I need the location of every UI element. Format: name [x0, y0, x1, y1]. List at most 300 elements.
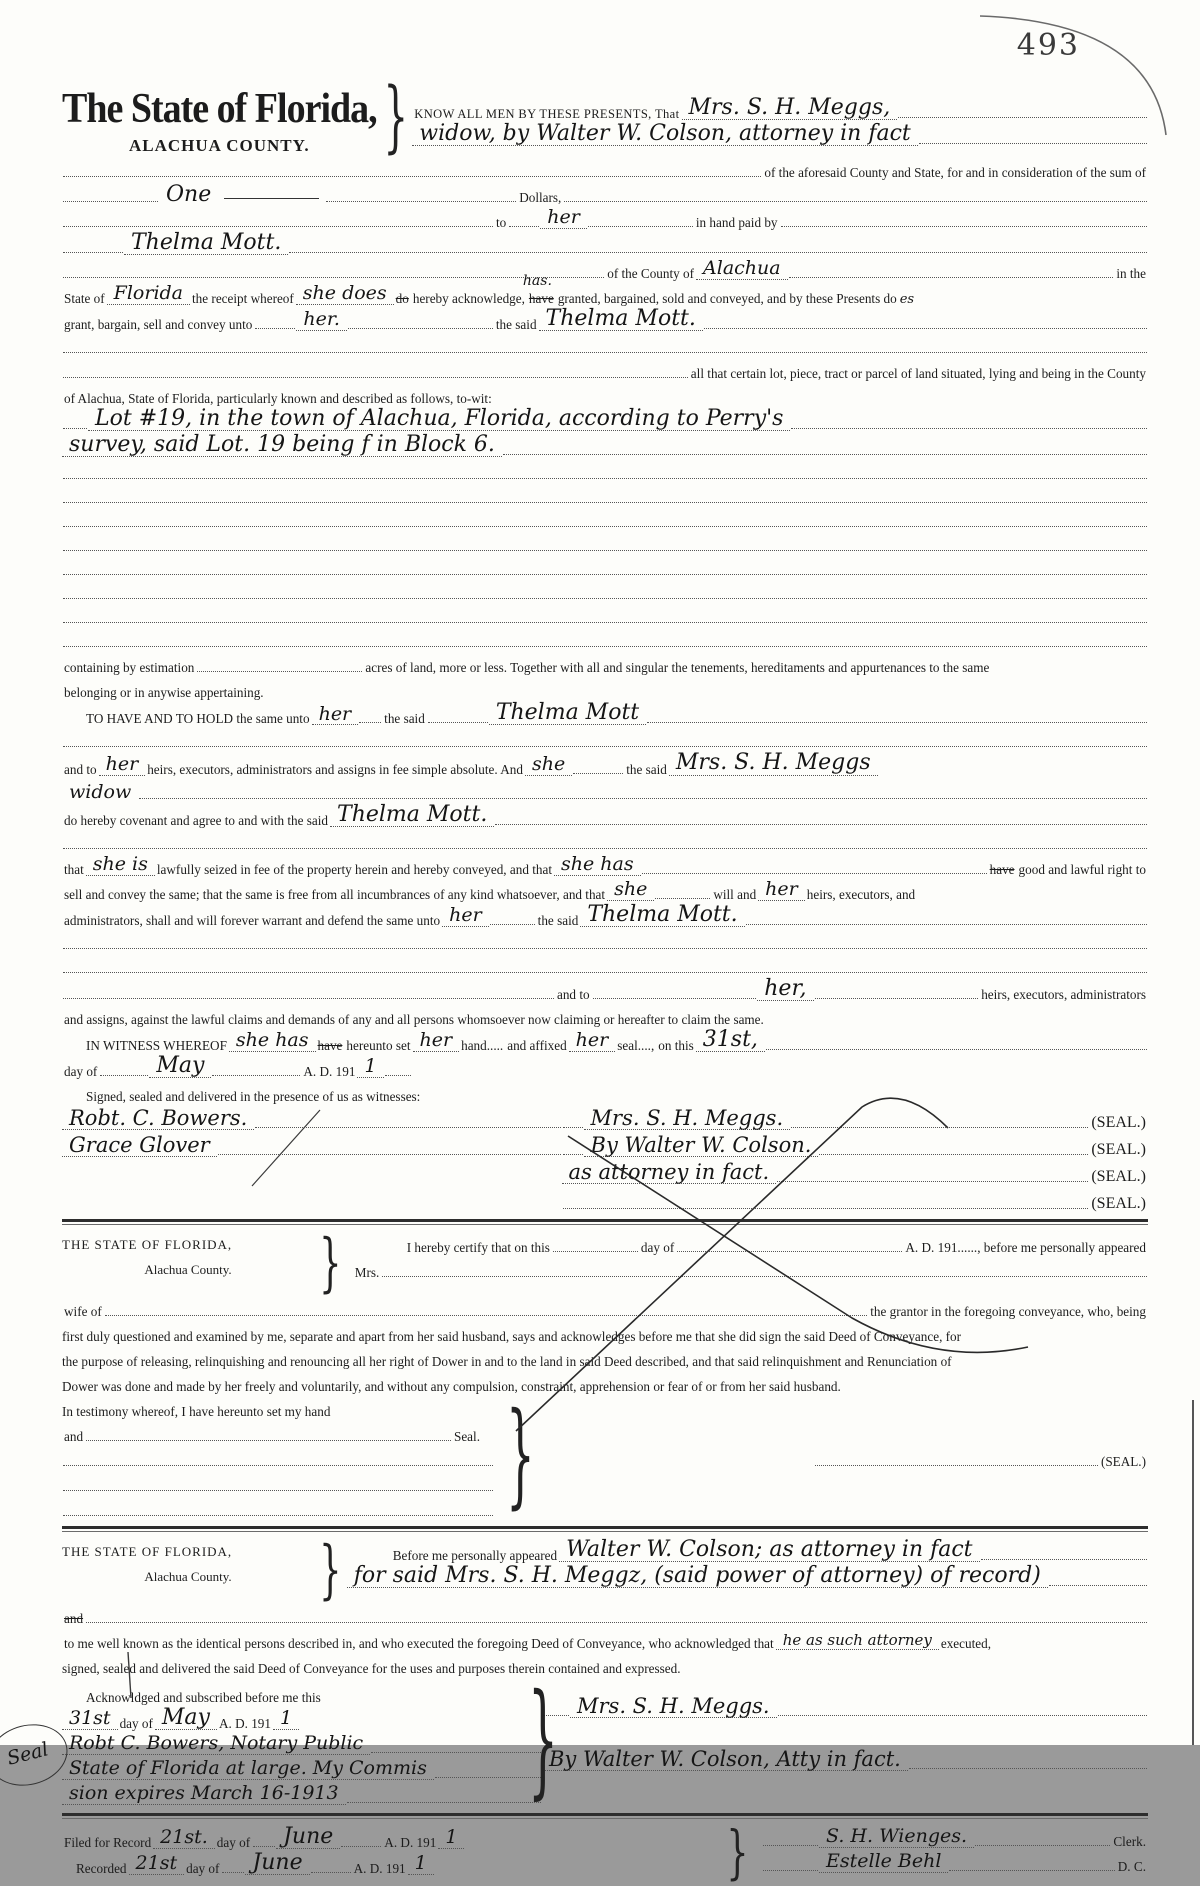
her-handwritten: her — [442, 906, 489, 927]
testimony-line: In testimony whereof, I have hereunto set my hand — [62, 1404, 331, 1420]
know-all-label: KNOW ALL MEN BY THESE PRESENTS, That — [414, 107, 680, 122]
notary-name-handwritten: Robt C. Bowers, Notary Public — [62, 1734, 370, 1755]
heirs-line — [62, 751, 1148, 777]
that-label: that — [64, 861, 84, 877]
dotted-line — [981, 1558, 1147, 1560]
grantor-text: the grantor in the foregoing conveyance, who, being — [870, 1304, 1146, 1320]
unto-handwritten: her — [312, 705, 359, 726]
all-that-line — [62, 357, 1148, 382]
blank-line — [62, 829, 1148, 853]
blank-line — [62, 929, 1148, 953]
dotted-line — [563, 1207, 1089, 1209]
to-have-label: TO HAVE AND TO HOLD the same unto — [86, 711, 310, 727]
dotted-line — [909, 1767, 1147, 1769]
day-number-handwritten: 31st, — [696, 1028, 765, 1052]
dotted-line — [326, 200, 516, 202]
grantor-signature-2 — [562, 1132, 1148, 1159]
dotted-line — [766, 1048, 1147, 1050]
have-struck-word: have — [528, 291, 554, 307]
dower-paragraph-1: first duly questioned and examined by me, separate and apart from her said husband, says and acknowledges before me that she did sign the said Deed of Conveyance, for — [62, 1329, 962, 1345]
dotted-line — [255, 327, 295, 329]
day-of-label: day of — [119, 1716, 153, 1732]
filing-block — [62, 1818, 1148, 1886]
attorney-signature-2 — [542, 1748, 1148, 1773]
deputy-signature-handwritten: Estelle Behl — [819, 1852, 948, 1873]
header-right — [412, 84, 1148, 148]
signature-row — [62, 1105, 1148, 1132]
notary2-venue — [62, 1538, 314, 1585]
dotted-line — [63, 745, 1147, 747]
dotted-line — [949, 1869, 1114, 1871]
commission-handwritten-2: sion expires March 16-1913 — [62, 1784, 346, 1805]
filed-month-handwritten: June — [276, 1825, 340, 1849]
the-said-label: the said — [384, 711, 425, 727]
blank-line — [62, 531, 1148, 555]
belonging-text: belonging or in anywise appertaining. — [64, 685, 264, 701]
year-handwritten: 1 — [273, 1709, 299, 1730]
grantor-description-handwritten: widow, by Walter W. Colson, attorney in fact — [412, 122, 917, 146]
covenant-line — [62, 803, 1148, 829]
dotted-line — [311, 1871, 351, 1873]
dotted-line — [898, 116, 1147, 118]
dotted-line — [139, 797, 1147, 799]
hand-label: hand..... — [461, 1037, 504, 1053]
blank-line — [62, 555, 1148, 579]
and-to-label: and to — [64, 761, 97, 777]
all-that-text: all that certain lot, piece, tract or parcel of land situated, lying and being in the County — [690, 366, 1146, 382]
dotted-line — [63, 427, 87, 429]
known-line — [62, 1627, 1148, 1652]
appeared-handwritten: Walter W. Colson; as attorney in fact — [559, 1538, 979, 1562]
dotted-line — [781, 225, 1147, 227]
day-of-label: day of — [186, 1861, 220, 1877]
grantee-handwritten: Thelma Mott — [489, 701, 646, 725]
wife-of-label: wife of — [64, 1304, 102, 1320]
seal-label: Seal. — [453, 1429, 480, 1445]
header-brace: } — [383, 72, 408, 162]
containing-label: containing by estimation — [64, 660, 195, 676]
receipt-label: the receipt whereof — [192, 291, 294, 307]
dotted-line — [63, 645, 1147, 647]
signature2-handwritten: By Walter W. Colson. — [584, 1134, 819, 1157]
dotted-line — [222, 1871, 244, 1873]
dotted-line — [503, 453, 1147, 455]
dotted-line — [63, 225, 493, 227]
clerk-signature-handwritten: S. H. Wienges. — [819, 1827, 974, 1848]
dotted-line — [655, 897, 710, 899]
dotted-line — [573, 772, 623, 774]
dotted-line — [815, 1464, 1098, 1466]
amount-line — [62, 181, 1148, 206]
dotted-line — [746, 923, 1147, 925]
state-title: The State of Florida, — [62, 85, 377, 133]
dotted-line — [647, 721, 1147, 723]
covenant-text: do hereby covenant and agree to and with the said — [64, 812, 329, 828]
grantee-handwritten: Thelma Mott. — [330, 803, 494, 827]
dotted-line — [564, 200, 1147, 202]
appeared-handwritten-2: for said Mrs. S. H. Meggz, (said power of attorney) of record) — [347, 1564, 1048, 1588]
dotted-line — [341, 1845, 381, 1847]
notary-name-line — [62, 1732, 542, 1757]
and-label: and — [64, 1429, 84, 1445]
signature-row — [62, 1186, 1148, 1213]
dotted-line — [763, 1844, 818, 1846]
dotted-line — [218, 1153, 561, 1155]
wife-of-line — [62, 1295, 1148, 1320]
in-the-label: in the — [1116, 266, 1147, 282]
section-rule — [62, 1219, 1148, 1225]
her-handwritten: her, — [757, 977, 813, 1001]
dotted-line — [791, 427, 1147, 429]
witness1-handwritten: Robt. C. Bowers. — [62, 1107, 254, 1130]
grantor-signature-1 — [562, 1105, 1148, 1132]
certify-text: I hereby certify that on this — [406, 1240, 550, 1256]
dotted-line — [371, 1751, 541, 1753]
the-said-label: the said — [495, 317, 537, 333]
recorded-label: Recorded — [76, 1861, 127, 1877]
grantee-handwritten: Thelma Mott. — [580, 903, 744, 927]
blank-line — [62, 727, 1148, 751]
blank-line — [62, 333, 1148, 357]
do-struck-word: do — [395, 291, 409, 307]
struck-and-line — [62, 1602, 1148, 1627]
widow-handwritten: widow — [69, 780, 132, 803]
header-left — [62, 84, 377, 156]
filed-label: Filed for Record — [64, 1835, 152, 1851]
dotted-line — [63, 971, 1147, 973]
day-handwritten: 31st — [62, 1709, 118, 1730]
to-label: to — [496, 215, 507, 230]
heirs-text: heirs, executors, administrators — [981, 986, 1146, 1002]
ad-label: A. D. 191 — [218, 1716, 271, 1732]
filed-line — [62, 1825, 762, 1851]
have-struck-word: have — [317, 1037, 343, 1053]
recorded-day-handwritten: 21st — [129, 1854, 185, 1875]
lawful-right-text: good and lawful right to — [1018, 861, 1146, 877]
seal-paren-label: (SEAL.) — [1091, 1114, 1146, 1132]
day-of-line — [62, 1054, 1148, 1080]
she-has-handwritten: she has — [554, 855, 641, 876]
dotted-line — [777, 1180, 1088, 1182]
dotted-line — [255, 1126, 560, 1128]
dotted-line — [63, 621, 1147, 623]
dotted-line — [588, 225, 693, 227]
recorded-line — [62, 1851, 762, 1877]
clerk-label: Clerk. — [1113, 1834, 1146, 1850]
dotted-line — [763, 1869, 818, 1871]
grant-unto-label: grant, bargain, sell and convey unto — [64, 317, 253, 333]
sell-line — [62, 878, 1148, 903]
filed-day-handwritten: 21st. — [153, 1828, 215, 1849]
dotted-line — [428, 721, 488, 723]
seal-paren-label: (SEAL.) — [1091, 1195, 1146, 1213]
dower-paragraph-2: the purpose of releasing, relinquishing and renouncing all her right of Dower in and to the land in said Deed described, and that said relinquishment and Renunciation of — [62, 1354, 952, 1370]
seized-line — [62, 853, 1148, 878]
amount-handwritten: One — [166, 181, 212, 207]
ad-appeared-text: A. D. 191......, before me personally appeared — [905, 1240, 1146, 1256]
acknowledge-label: hereby acknowledge, — [412, 291, 525, 307]
dotted-line — [100, 1074, 148, 1076]
assigns-line — [62, 1003, 1148, 1028]
her-seal-handwritten: her — [569, 1031, 616, 1052]
signed-delivered-text: signed, sealed and delivered the said Deed of Conveyance for the uses and purposes therein contained and expressed. — [62, 1661, 681, 1677]
dotted-line — [704, 327, 1147, 329]
she-handwritten: she — [607, 880, 654, 901]
commission-handwritten-1: State of Florida at large. My Commis — [62, 1759, 434, 1780]
towit-text: of Alachua, State of Florida, particularly known and described as follows, to-wit: — [64, 391, 492, 407]
dotted-line — [435, 1776, 541, 1778]
dotted-line — [63, 251, 123, 253]
blank-line — [62, 627, 1148, 651]
dotted-line — [63, 1464, 493, 1466]
acres-text: acres of land, more or less. Together with all and singular the tenements, hereditaments and appurtenances to the same — [365, 660, 990, 676]
witness2-handwritten: Grace Glover — [62, 1134, 217, 1157]
dotted-line — [385, 1074, 411, 1076]
dotted-line — [63, 597, 1147, 599]
blank-line — [62, 603, 1148, 627]
has-handwritten: has. — [522, 273, 552, 290]
deputy-line — [762, 1850, 1148, 1875]
day-of-label: day of — [216, 1835, 251, 1851]
dower-paragraph-3: Dower was done and made by her freely and voluntarily, and without any compulsion, constraint, apprehension or fear of or from her said husband. — [62, 1379, 841, 1395]
county-label: Alachua County. — [144, 1262, 232, 1278]
seized-text: lawfully seized in fee of the property herein and hereby conveyed, and that — [156, 861, 552, 877]
notary2-right — [347, 1538, 1148, 1590]
year-handwritten: 1 — [357, 1057, 383, 1078]
the-said-label: the said — [537, 912, 579, 928]
grant-unto-line — [62, 307, 1148, 333]
signature-handwritten: Mrs. S. H. Meggs. — [570, 1695, 777, 1718]
notary1-venue — [62, 1231, 314, 1278]
short-dotted-row — [62, 1495, 1148, 1520]
recorded-year-handwritten: 1 — [408, 1854, 434, 1875]
grantor-name-handwritten: Mrs. S. H. Meggs, — [682, 96, 898, 120]
grantee-handwritten: Thelma Mott. — [539, 307, 703, 331]
witness-blank — [62, 1186, 562, 1213]
dotted-line — [563, 1126, 583, 1128]
state-of-label: State of — [64, 291, 105, 307]
towit-line — [62, 382, 1148, 407]
dotted-line — [819, 1153, 1088, 1155]
notary-commission-line-2 — [62, 1782, 542, 1807]
dotted-line — [975, 1844, 1110, 1846]
day-of-label: day of — [640, 1240, 675, 1256]
page-number: 493 — [1016, 28, 1080, 63]
dollars-label: Dollars, — [519, 190, 562, 205]
ad-label: A. D. 191 — [353, 1861, 406, 1877]
dotted-line — [347, 1801, 541, 1803]
blank-line — [62, 579, 1148, 603]
dotted-line — [253, 1845, 275, 1847]
signature-row — [62, 1159, 1148, 1186]
seal-handwritten: Seal — [4, 1738, 51, 1770]
state-label: THE STATE OF FLORIDA, — [62, 1544, 233, 1560]
before-me-label: Before me personally appeared — [392, 1548, 558, 1564]
deputy-clerk-label: D. C. — [1117, 1859, 1146, 1875]
paid-line — [62, 206, 1148, 231]
dotted-line — [197, 670, 362, 672]
widow-line — [62, 778, 1148, 803]
notary1-header — [62, 1226, 1148, 1301]
venue-brace: } — [319, 1533, 342, 1608]
unto-pronoun-handwritten: her. — [296, 310, 347, 331]
dotted-line — [553, 1250, 638, 1252]
and-seal-line — [62, 1420, 482, 1445]
signature1-handwritten: Mrs. S. H. Meggs. — [584, 1107, 791, 1130]
county-label: Alachua County. — [144, 1569, 232, 1585]
dotted-line — [63, 501, 1147, 503]
payer-handwritten: Thelma Mott. — [124, 231, 288, 255]
dotted-line — [791, 1126, 1088, 1128]
dotted-line — [63, 947, 1147, 949]
grantor-signature-4 — [562, 1186, 1148, 1213]
attorney-signatures — [542, 1681, 1148, 1807]
witness-blank — [62, 1159, 562, 1186]
blank-line — [62, 459, 1148, 483]
signed-sealed-text: Signed, sealed and delivered in the presence of us as witnesses: — [86, 1089, 421, 1105]
and-to-her-line — [62, 977, 1148, 1003]
she-handwritten: she — [525, 755, 572, 776]
the-said-label: the said — [626, 761, 667, 777]
short-dotted-row — [62, 1470, 1148, 1495]
to-pronoun-handwritten: her — [540, 208, 587, 229]
dotted-line — [63, 573, 1147, 575]
mrs-label: Mrs. — [354, 1265, 380, 1281]
filing-left — [62, 1818, 762, 1886]
blank-line — [62, 953, 1148, 977]
sell-text: sell and convey the same; that the same is free from all incumbrances of any kind whatsoever, and that — [64, 886, 606, 902]
aforesaid-text: of the aforesaid County and State, for and in consideration of the sum of — [764, 165, 1146, 180]
payer-line — [62, 231, 1148, 257]
signature3-handwritten: as attorney in fact. — [562, 1161, 777, 1184]
he-as-attorney-handwritten: he as such attorney — [776, 1633, 939, 1650]
dotted-line — [677, 1250, 902, 1252]
dotted-line — [642, 872, 987, 874]
section-rule — [62, 1526, 1148, 1532]
dotted-line — [63, 376, 688, 378]
dotted-line — [63, 997, 554, 999]
seal-paren-label: (SEAL.) — [1100, 1454, 1146, 1470]
clerk-line — [762, 1825, 1148, 1850]
she-is-handwritten: she is — [86, 855, 155, 876]
aforesaid-line — [62, 156, 1148, 181]
dotted-line — [63, 477, 1147, 479]
notary-date-line — [62, 1706, 542, 1732]
witness-signature-2 — [62, 1132, 562, 1159]
ink-dash — [224, 198, 319, 199]
dotted-line — [789, 276, 1114, 278]
recorded-month-handwritten: June — [245, 1851, 309, 1875]
have-has-correction — [522, 273, 556, 307]
signature-row — [62, 1132, 1148, 1159]
attorney-signature-1 — [542, 1695, 1148, 1720]
seal-label: seal...., — [617, 1037, 655, 1053]
acknowledged-line — [62, 1681, 542, 1706]
attorney-acknowledgment-section — [4, 1533, 1148, 1812]
admins-text: administrators, shall and will forever warrant and defend the same unto — [64, 912, 441, 928]
witness-signature-1 — [62, 1105, 562, 1132]
dotted-line — [815, 997, 979, 999]
filed-year-handwritten: 1 — [438, 1828, 464, 1849]
dotted-line — [63, 351, 1147, 353]
granted-text: granted, bargained, sold and conveyed, and by these Presents do — [557, 291, 897, 307]
on-this-label: on this — [658, 1037, 694, 1053]
receipt-handwritten: she does — [296, 284, 394, 305]
day-of-label: day of — [64, 1064, 98, 1080]
section-rule — [62, 1813, 1148, 1819]
deed-header — [62, 0, 1148, 162]
heirs-text: heirs, executors, administrators and assigns in fee simple absolute. And — [147, 761, 523, 777]
in-hand-label: in hand paid by — [695, 215, 778, 230]
state-label: THE STATE OF FLORIDA, — [62, 1237, 233, 1253]
belonging-line — [62, 676, 1148, 701]
description-line-1 — [62, 407, 1148, 433]
will-and-label: will and — [713, 886, 757, 902]
dotted-line — [1049, 1584, 1147, 1586]
dotted-line — [509, 225, 539, 227]
ad-label: A. D. 191 — [384, 1835, 437, 1851]
description-handwritten-2: survey, said Lot. 19 being f in Block 6. — [62, 433, 502, 457]
ad-label: A. D. 191 — [303, 1064, 356, 1080]
state-handwritten: Florida — [107, 284, 190, 305]
blank-line — [62, 507, 1148, 531]
her-handwritten: her — [99, 755, 146, 776]
dower-acknowledgment-section — [62, 1226, 1148, 1521]
venue-brace: } — [319, 1226, 342, 1301]
executed-label: executed, — [940, 1636, 991, 1652]
dotted-line — [919, 142, 1147, 144]
her-hand-handwritten: her — [413, 1031, 460, 1052]
dotted-line — [63, 200, 158, 202]
dotted-line — [778, 1714, 1147, 1716]
county-handwritten: Alachua — [696, 259, 788, 280]
dotted-line — [63, 175, 761, 177]
dotted-line — [63, 549, 1147, 551]
blank-line — [62, 483, 1148, 507]
and-to-label: and to — [556, 986, 590, 1002]
seal-paren-label: (SEAL.) — [1091, 1141, 1146, 1159]
acknowledged-text: Acknowldged and subscribed before me this — [86, 1690, 321, 1706]
known-text: to me well known as the identical persons described in, and who executed the foregoing Deed of Conveyance, who acknowledged that — [64, 1636, 774, 1652]
notary-commission-line-1 — [62, 1757, 542, 1782]
dotted-line — [289, 251, 1147, 253]
dotted-line — [63, 1514, 493, 1516]
signed-sealed-line — [62, 1080, 1148, 1105]
dotted-line — [212, 1074, 300, 1076]
notary2-header — [62, 1533, 1148, 1608]
month-handwritten: May — [155, 1706, 217, 1730]
dotted-line — [563, 1153, 583, 1155]
heirs-text: heirs, executors, and — [806, 886, 916, 902]
to-have-line — [62, 701, 1148, 727]
grantor-handwritten: Mrs. S. H. Meggs — [669, 751, 878, 775]
in-witness-label: IN WITNESS WHEREOF — [86, 1037, 227, 1053]
signature-handwritten: By Walter W. Colson, Atty in fact. — [542, 1748, 908, 1771]
her-handwritten: her — [758, 880, 805, 901]
defend-line — [62, 903, 1148, 929]
in-witness-line — [62, 1028, 1148, 1054]
affixed-label: and affixed — [507, 1037, 567, 1053]
containing-line — [62, 651, 1148, 676]
grantor-signature-3 — [562, 1159, 1148, 1186]
dotted-line — [382, 1275, 1147, 1277]
and-struck-word: and — [64, 1611, 84, 1627]
seal-paren-label: (SEAL.) — [1091, 1168, 1146, 1186]
deed-content — [4, 0, 1148, 1886]
attestation-brace: } — [527, 1666, 558, 1812]
county-line — [62, 257, 1148, 282]
dotted-line — [348, 327, 493, 329]
